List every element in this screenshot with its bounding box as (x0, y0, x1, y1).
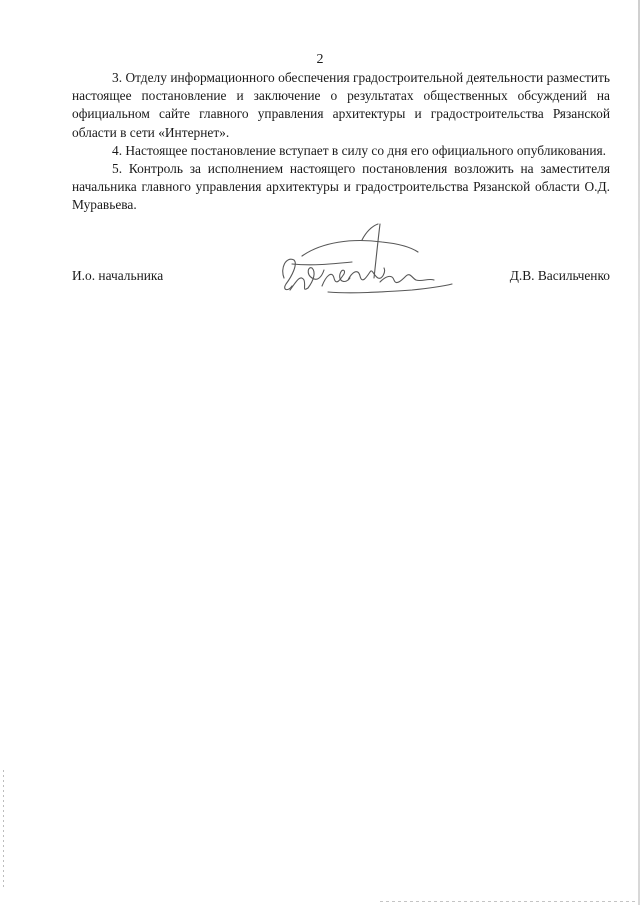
signature-block (72, 262, 610, 322)
document-body (72, 69, 610, 215)
handwritten-signature (262, 220, 462, 320)
page-number: 2 (316, 52, 324, 67)
signatory-name: Д.В. Васильченко (509, 268, 610, 283)
scan-edge-left (3, 770, 4, 890)
paragraph-5: 5. Контроль за исполнением настоящего постановления возложить на заместителя начальника главного управления архитектуры и градостроительства Рязанской области О.Д. Муравьева. (72, 161, 610, 213)
paragraph-4: 4. Настоящее постановление вступает в силу со дня его официального опубликования. (112, 142, 606, 158)
signatory-title: И.о. начальника (72, 268, 164, 283)
paragraph-3: 3. Отделу информационного обеспечения градостроительной деятельности разместить настоящее постановление и заключение о результатах общественных обсуждений на официальном сайте главного управления архитектуры и градостроительства Рязанской области в сети «Интернет». (72, 70, 610, 140)
scan-edge-bottom (380, 901, 635, 902)
